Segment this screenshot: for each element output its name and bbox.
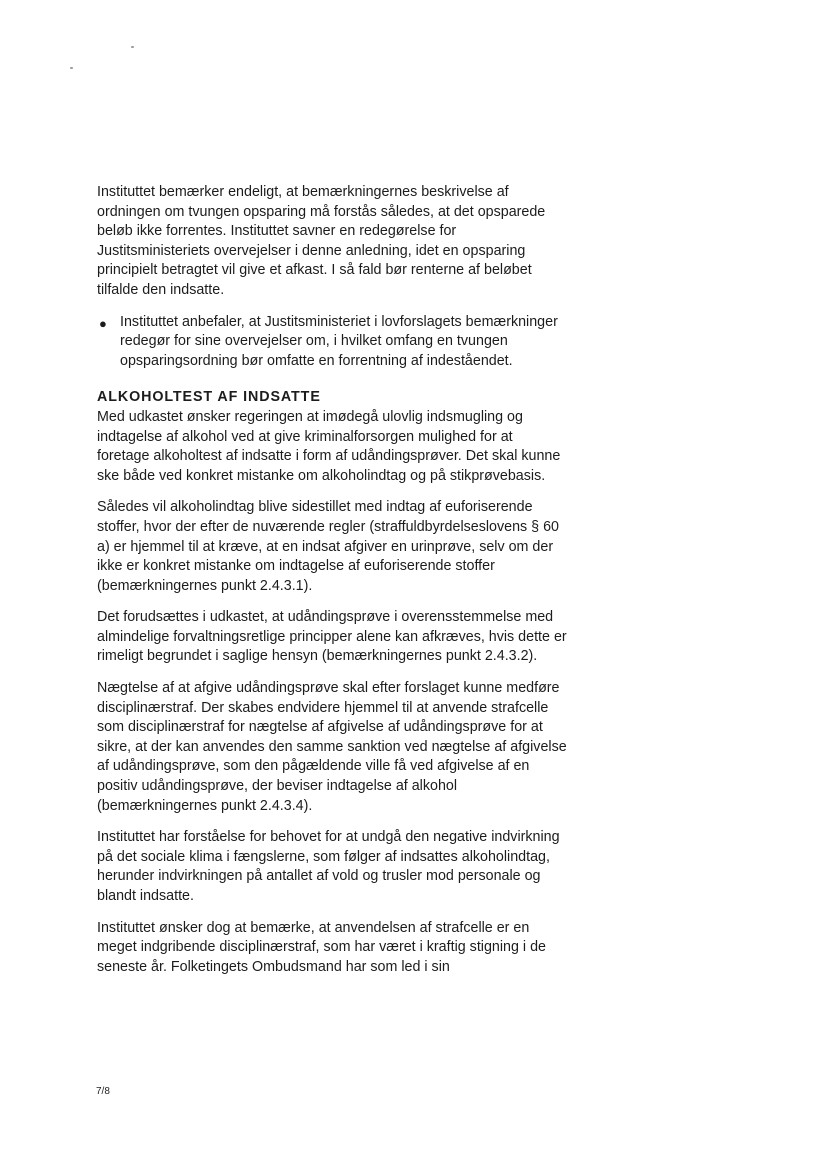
body-paragraph: Således vil alkoholindtag blive sidestillet med indtag af euforiserende stoffer, hvor der efter de nuværende regler (straffuldbyrdelseslovens § 60 a) er hjemmel til at kræve, at en indsat afgiver en urinprøve, selv om der ikke er konkret mistanke om indtagelse af euforiserende stoffer (bemærkningernes punkt 2.4.3.1).	[97, 499, 559, 594]
section-heading: ALKOHOLTEST AF INDSATTE	[97, 389, 321, 406]
body-paragraph: Instituttet ønsker dog at bemærke, at anvendelsen af strafcelle er en meget indgribende disciplinærstraf, som har været i kraftig stigning i de seneste år. Folketingets Ombudsmand har som led i sin	[97, 919, 546, 975]
scan-speck	[131, 46, 134, 48]
recommendation-item	[97, 313, 567, 372]
body-paragraph: Instituttet har forståelse for behovet for at undgå den negative indvirkning på det sociale klima i fængslerne, som følger af indsattes alkoholindtag, herunder indvirkningen på antallet af vold og trusler mod personale og blandt indsatte.	[97, 829, 560, 904]
body-paragraph: Det forudsættes i udkastet, at udåndingsprøve i overensstemmelse med almindelige forvaltningsretlige principper alene kan afkræves, hvis dette er rimeligt begrundet i saglige hensyn (bemærkningernes punkt 2.4.3.2).	[97, 609, 567, 665]
recommendation-list	[97, 313, 567, 372]
body-paragraph: Nægtelse af at afgive udåndingsprøve skal efter forslaget kunne medføre disciplinærstraf. Der skabes endvidere hjemmel til at anvende strafcelle som disciplinærstraf for nægtelse af afgivelse af udåndingsprøve for at sikre, at der kan anvendes den samme sanktion ved nægtelse af afgivelse af udåndingsprøve, som den pågældende ville få ved afgivelse af en positiv udåndingsprøve, der beviser indtagelse af alkohol (bemærkningernes punkt 2.4.3.4).	[97, 680, 567, 814]
intro-paragraph: Instituttet bemærker endeligt, at bemærkningernes beskrivelse af ordningen om tvungen opsparing må forstås således, at det opsparede beløb ikke forrentes. Instituttet savner en redegørelse for Justitsministeriets overvejelser i denne anledning, idet en opsparing principielt betragtet vil give et afkast. I så fald bør renterne af beløbet tilfalde den indsatte.	[97, 184, 546, 298]
body-paragraph: Med udkastet ønsker regeringen at imødegå ulovlig indsmugling og indtagelse af alkohol ved at give kriminalforsorgen mulighed for at foretage alkoholtest af indsatte i form af udåndingsprøver. Det skal kunne ske både ved konkret mistanke om alkoholindtag og på stikprøvebasis.	[97, 408, 561, 484]
recommendation-text: Instituttet anbefaler, at Justitsministeriet i lovforslagets bemærkninger redegør for sine overvejelser om, i hvilket omfang en tvungen opsparingsordning bør omfatte en forrentning af indeståendet.	[120, 313, 558, 369]
document-body	[97, 183, 567, 989]
scan-speck	[70, 67, 73, 69]
bullet-icon: ●	[99, 315, 107, 331]
page-number: 7/8	[96, 1086, 110, 1097]
